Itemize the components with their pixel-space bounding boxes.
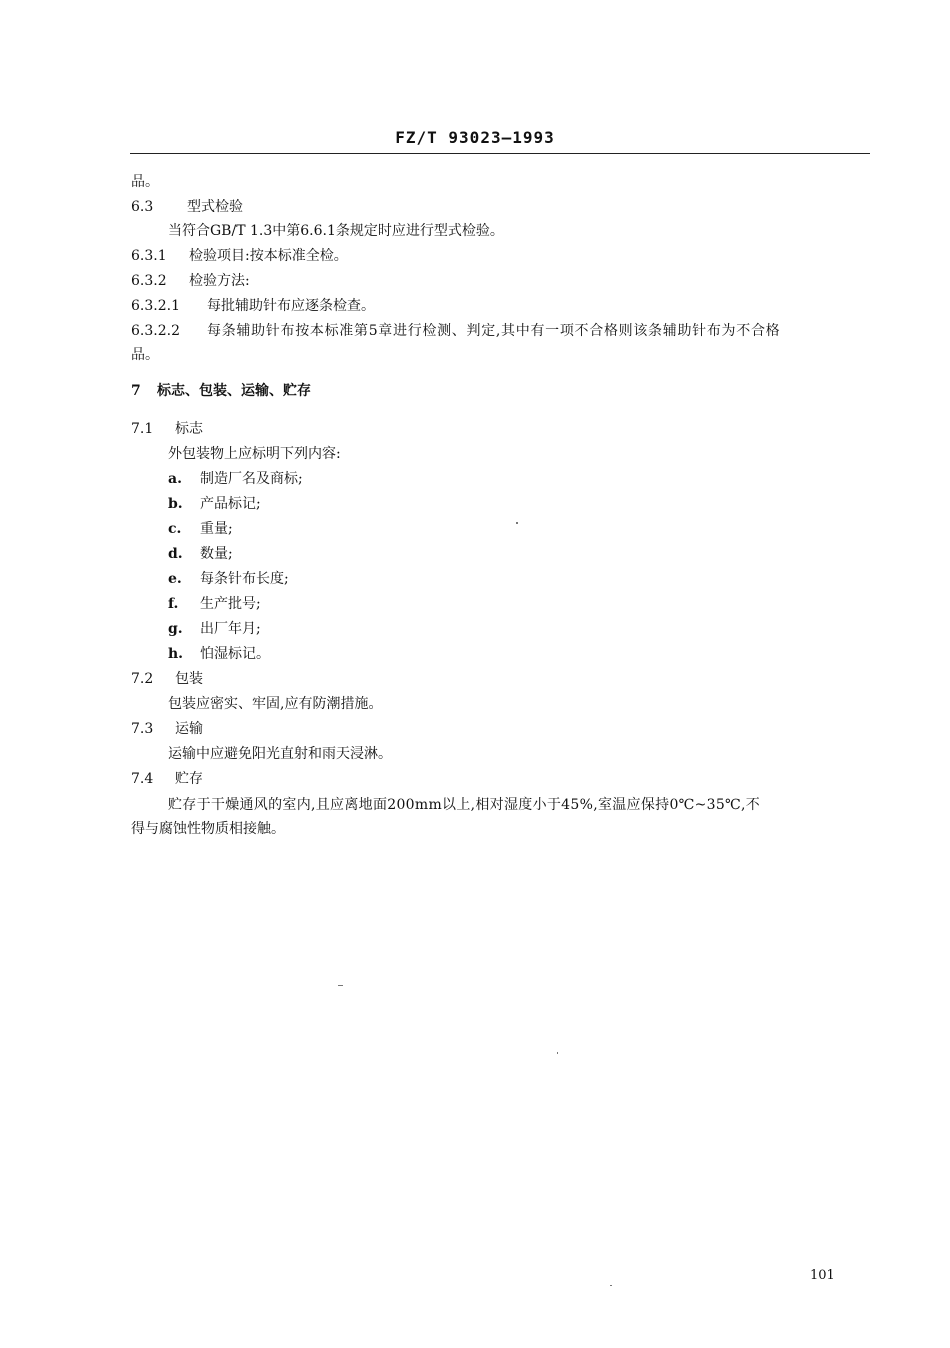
section-6-3-text: 当符合GB/T 1.3中第6.6.1条规定时应进行型式检验。	[168, 223, 504, 239]
section-text: 每条辅助针布按本标准第5章进行检测、判定,其中有一项不合格则该条辅助针布为不合格	[207, 323, 781, 339]
section-title: 标志	[175, 421, 203, 437]
section-number: 6.3.2.2	[131, 323, 180, 339]
section-6-3-2	[131, 272, 250, 290]
list-item	[168, 620, 261, 638]
list-item-text: 产品标记;	[200, 496, 261, 512]
list-item-text: 每条针布长度;	[200, 571, 289, 587]
section-7-4-continuation: 得与腐蚀性物质相接触。	[131, 821, 285, 837]
section-7-3-text: 运输中应避免阳光直射和雨天浸淋。	[168, 746, 392, 762]
page-number: 101	[810, 1268, 835, 1283]
list-marker: a.	[168, 471, 182, 487]
section-7-4-heading	[131, 770, 203, 788]
continuation-text: 品。	[131, 174, 159, 190]
section-number: 6.3.1	[131, 248, 167, 264]
section-title: 型式检验	[187, 199, 243, 215]
section-7-1-heading	[131, 420, 203, 438]
list-marker: g.	[168, 621, 183, 637]
section-7-4-text: 贮存于干燥通风的室内,且应离地面200mm以上,相对湿度小于45%,室温应保持0℃~35℃,不	[168, 797, 761, 813]
list-item	[168, 520, 233, 538]
section-text: 每批辅助针布应逐条检查。	[207, 298, 375, 314]
section-number: 7.3	[131, 721, 154, 737]
scan-speck	[557, 1052, 558, 1054]
section-title: 运输	[175, 721, 203, 737]
chapter-7-heading	[131, 382, 311, 400]
scan-speck	[516, 522, 518, 524]
section-number: 6.3.2	[131, 273, 167, 289]
section-number: 6.3	[131, 199, 154, 215]
standard-code-header: FZ/T 93023—1993	[395, 128, 555, 147]
list-marker: d.	[168, 546, 183, 562]
scan-speck	[610, 1285, 612, 1286]
list-item-text: 数量;	[200, 546, 233, 562]
section-7-2-text: 包装应密实、牢固,应有防潮措施。	[168, 696, 383, 712]
scan-speck	[338, 985, 343, 986]
section-title: 贮存	[175, 771, 203, 787]
section-7-3-heading	[131, 720, 203, 738]
header-rule	[130, 153, 870, 154]
section-6-3-2-1	[131, 297, 375, 315]
chapter-title: 标志、包装、运输、贮存	[157, 383, 311, 399]
list-marker: f.	[168, 596, 179, 612]
section-6-3-2-2	[131, 322, 780, 340]
section-number: 7.4	[131, 771, 154, 787]
list-item	[168, 545, 233, 563]
section-6-3-heading	[131, 198, 243, 216]
section-7-1-text: 外包装物上应标明下列内容:	[168, 446, 341, 462]
chapter-number: 7	[131, 383, 141, 399]
list-item-text: 生产批号;	[200, 596, 261, 612]
list-marker: b.	[168, 496, 183, 512]
list-item	[168, 495, 261, 513]
section-text: 检验方法:	[189, 273, 250, 289]
list-item	[168, 595, 261, 613]
section-7-2-heading	[131, 670, 203, 688]
section-6-3-2-2-continuation: 品。	[131, 347, 159, 363]
section-title: 包装	[175, 671, 203, 687]
list-marker: e.	[168, 571, 182, 587]
list-marker: c.	[168, 521, 182, 537]
section-number: 6.3.2.1	[131, 298, 180, 314]
list-item-text: 制造厂名及商标;	[200, 471, 303, 487]
list-item	[168, 470, 303, 488]
list-item-text: 重量;	[200, 521, 233, 537]
section-6-3-1	[131, 247, 348, 265]
section-number: 7.1	[131, 421, 154, 437]
section-text: 检验项目:按本标准全检。	[189, 248, 348, 264]
list-item	[168, 570, 289, 588]
list-marker: h.	[168, 646, 184, 662]
list-item-text: 怕湿标记。	[200, 646, 270, 662]
section-number: 7.2	[131, 671, 154, 687]
list-item-text: 出厂年月;	[200, 621, 261, 637]
list-item	[168, 645, 270, 663]
